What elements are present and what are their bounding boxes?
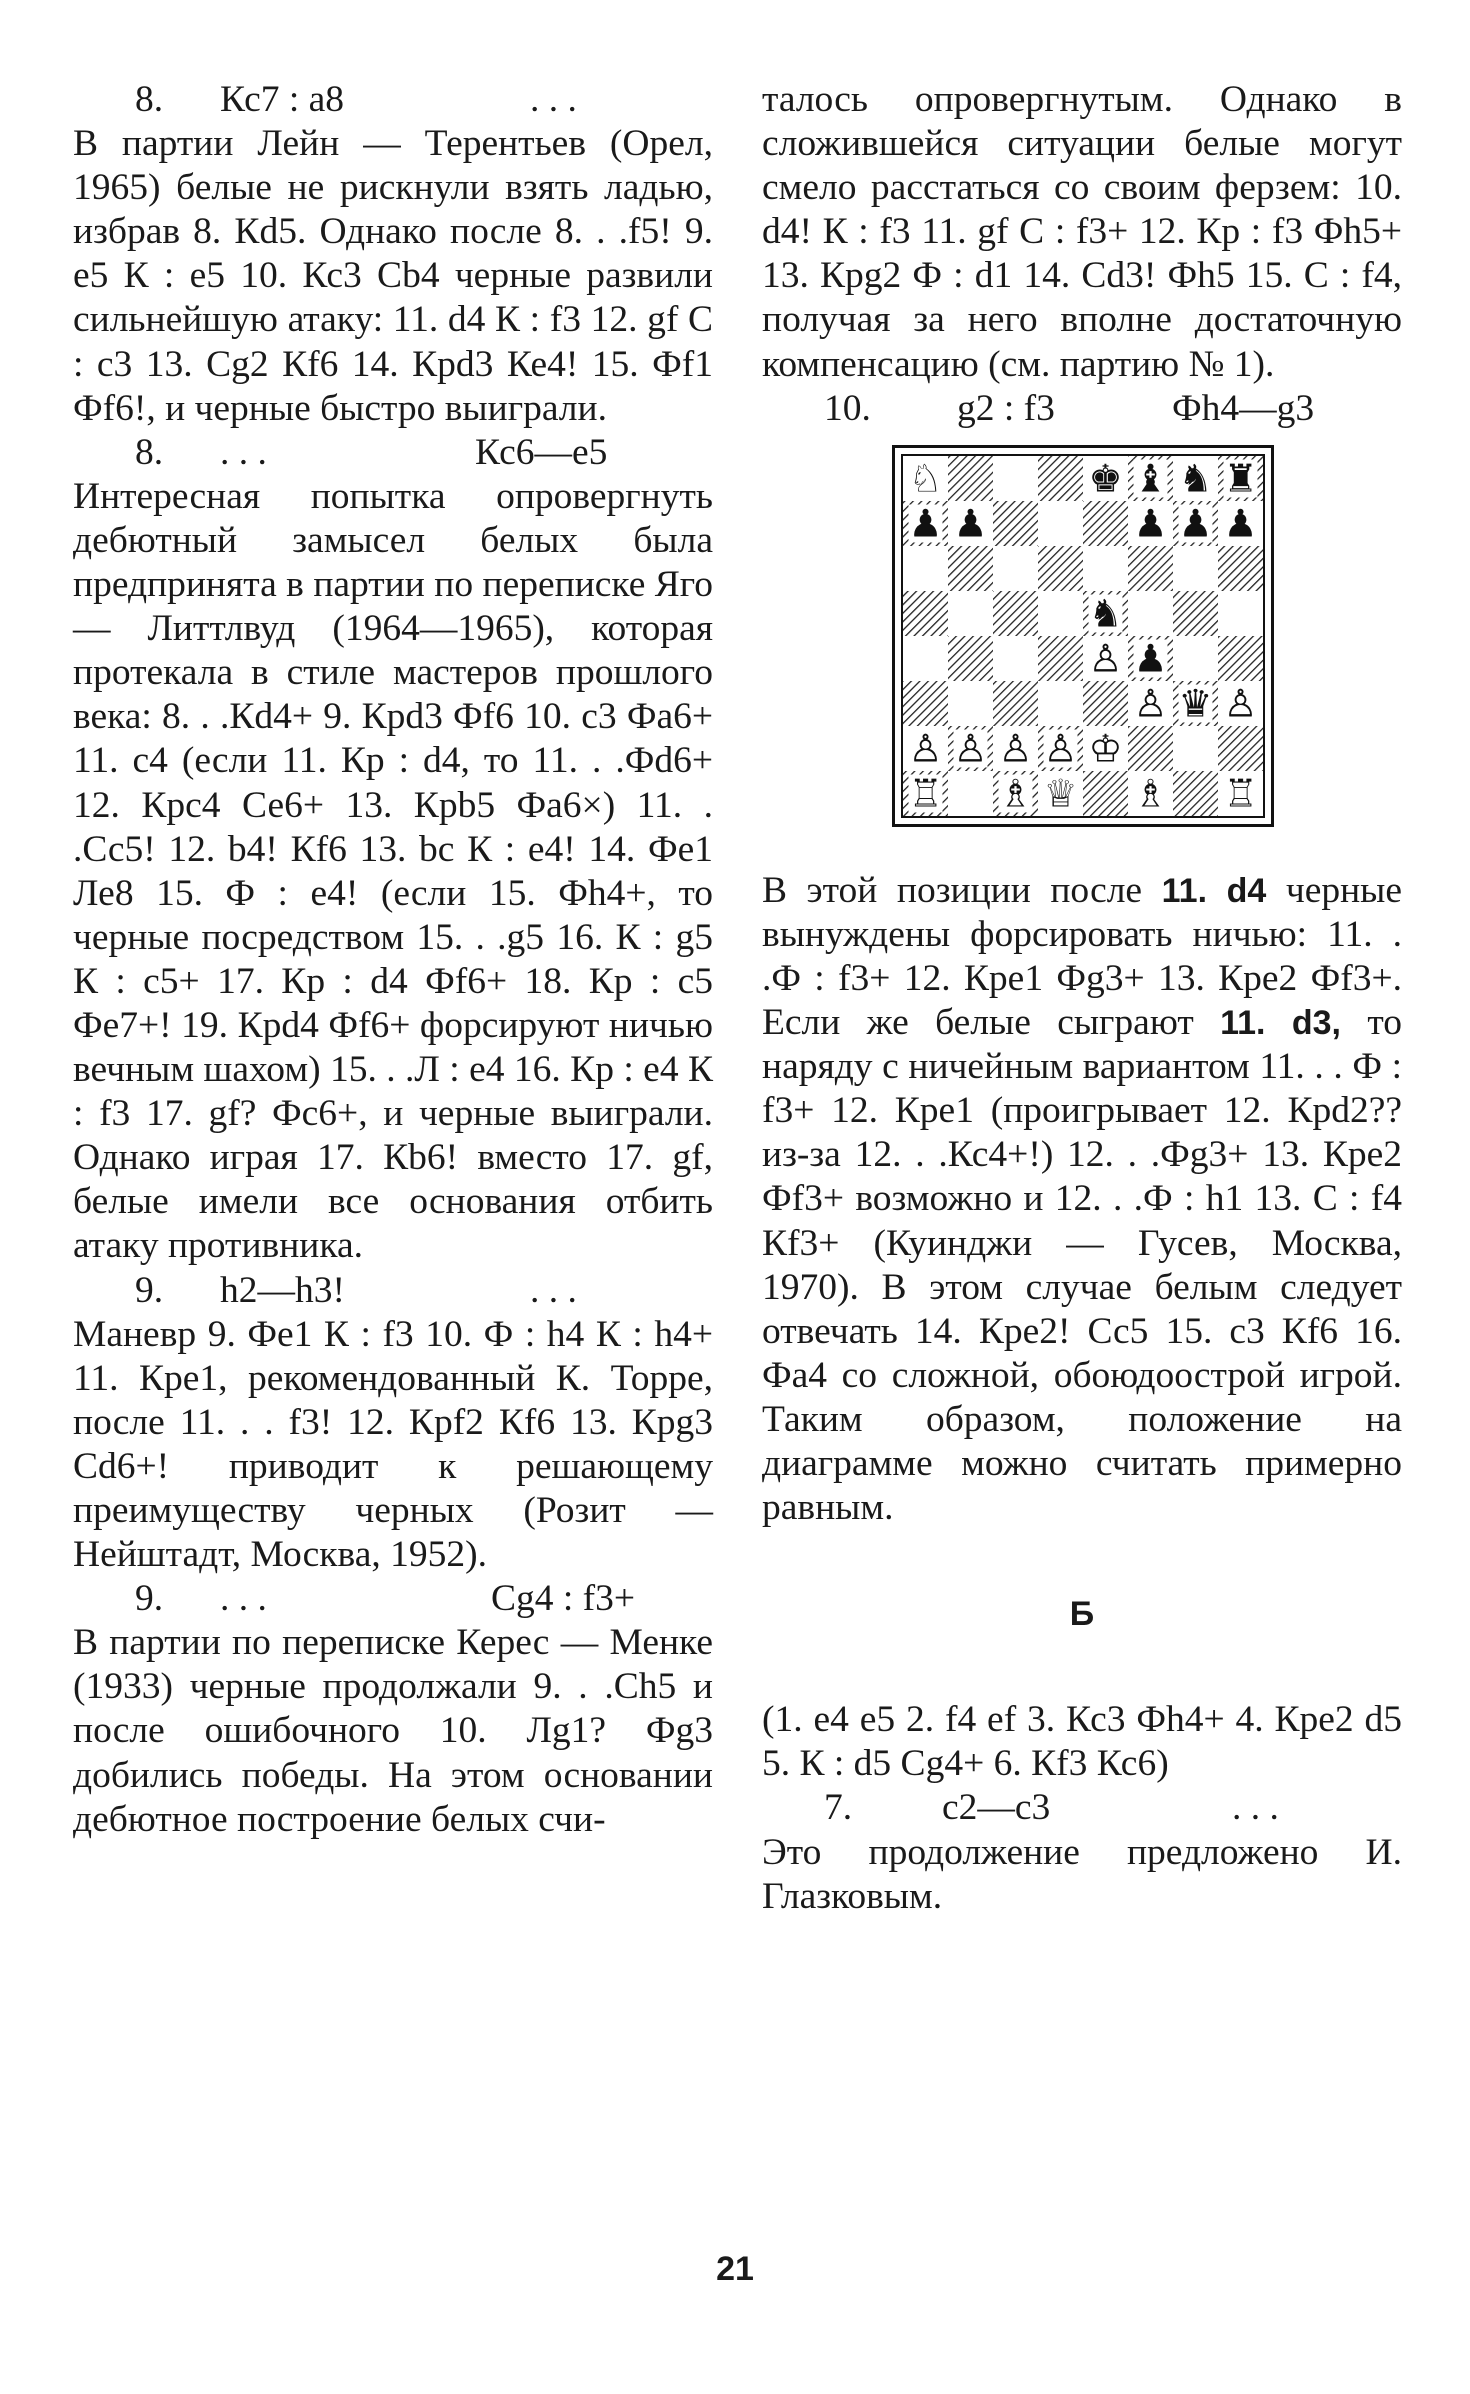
chess-piece-f4: ♟ <box>1133 636 1168 681</box>
light-square <box>903 636 948 681</box>
chess-piece-a8: ♘ <box>908 456 943 501</box>
move-number: 7. <box>824 1787 853 1829</box>
move-number: 9. <box>135 1578 164 1620</box>
white-move: Кс7 : а8 <box>220 79 345 120</box>
chess-diagram <box>892 445 1274 827</box>
chess-piece-f3: ♙ <box>1133 681 1168 726</box>
chess-piece-h7: ♟ <box>1223 501 1258 546</box>
page-number: 21 <box>716 2250 754 2288</box>
bold-move: 11. d4 <box>1161 871 1267 910</box>
light-square <box>948 591 993 636</box>
light-square <box>993 456 1038 501</box>
light-square <box>993 636 1038 681</box>
diagram-area <box>762 445 1402 855</box>
black-move: Кс6—е5 <box>475 431 608 473</box>
commentary-paragraph: Это продолжение предложено И. Глазковым. <box>762 1831 1402 1917</box>
light-square <box>1218 591 1263 636</box>
light-square <box>1038 591 1083 636</box>
commentary-paragraph: В партии по переписке Керес — Менке (1933) черные продолжали 9. . .Ch5 и после ошибочного 10. Лg1? Фg3 добились победы. На этом основании дебютное построение белых счи- <box>73 1622 713 1840</box>
dark-square <box>1128 726 1173 771</box>
commentary-paragraph: Интересная попытка опровергнуть дебютный замысел белых была предпринята в партии по переписке Яго — Литтлвуд (1964—1965), которая протекала в стиле мастеров прошлого века: 8. . .Кd4+ 9. Крd3 Фf6 10. с3 Фа6+ 11. с4 (если 11. Кр : d4, то 11. . .Фd6+ 12. Крс4 Се6+ 13. Крb5 Фа6×) 11. . .Сс5! 12. b4! Кf6 13. bc К : е4! 14. Фе1 Ле8 15. Ф : е4! (если 15. Фh4+, то черные посредством 15. . .g5 16. К : g5 К : с5+ 17. Кр : d4 Фf6+ 18. Кр : с5 Фе7+! 19. Крd4 Фf6+ форсируют ничью вечным шахом) 15. . .Л : е4 16. Кр : е4 К : f3 17. gf? Фс6+, и черные выиграли. Однако играя 17. Кb6! вместо 17. gf, белые имели все основания отбить атаку противника. <box>73 475 713 1267</box>
chess-piece-a2: ♙ <box>908 726 943 771</box>
chess-piece-g8: ♞ <box>1178 456 1213 501</box>
chess-piece-c1: ♗ <box>998 771 1033 816</box>
dark-square <box>1218 546 1263 591</box>
chess-piece-e5: ♞ <box>1088 591 1123 636</box>
chess-piece-d1: ♕ <box>1043 771 1078 816</box>
chess-piece-f7: ♟ <box>1133 501 1168 546</box>
white-move: g2 : f3 <box>957 387 1055 429</box>
light-square <box>903 546 948 591</box>
chess-piece-h1: ♖ <box>1223 771 1258 816</box>
white-move: . . . <box>220 431 267 473</box>
text-run: то наряду с ничейным вариантом 11. . . Ф : f3+ 12. Крe1 (проигрывает 12. Крd2?? из-за 12. . .Кс4+!) 12. . .Фg3+ 13. Крe2 Фf3+ возможно и 12. . .Ф : h1 13. С : f4 Кf3+ (Куинджи — Гусев, Москва, 1970). В этом случае белым следует отвечать 14. Крe2! Сс5 15. с3 Кf6 16. Фа4 со сложной, обоюдоострой игрой. Таким образом, положение на диаграмме можно считать примерно равным. <box>762 1002 1402 1529</box>
commentary-paragraph: В партии Лейн — Терентьев (Орел, 1965) белые не рискнули взять ладью, избрав 8. Кd5. Однако после 8. . .f5! 9. е5 К : е5 10. Кс3 Cb4 черные развили сильнейшую атаку: 11. d4 К : f3 12. gf С : с3 13. Cg2 Кf6 14. Крd3 Ке4! 15. Фf1 Фf6!, и черные быстро выиграли. <box>73 123 713 429</box>
chess-piece-b7: ♟ <box>953 501 988 546</box>
left-column <box>73 78 713 1842</box>
move-line <box>73 1269 713 1313</box>
chess-piece-d2: ♙ <box>1043 726 1078 771</box>
move-line <box>762 387 1402 431</box>
chess-piece-e4: ♙ <box>1088 636 1123 681</box>
dark-square <box>993 681 1038 726</box>
section-heading: Б <box>1069 1595 1095 1634</box>
light-square <box>1173 546 1218 591</box>
dark-square <box>1083 771 1128 816</box>
light-square <box>1128 591 1173 636</box>
commentary-paragraph: талось опровергнутым. Однако в сложившейся ситуации белые могут смело расстаться со своим ферзем: 10. d4! К : f3 11. gf С : f3+ 12. Кр : f3 Фh5+ 13. Крg2 Ф : d1 14. Cd3! Фh5 15. С : f4, получая за него вполне достаточную компенсацию (см. партию № 1). <box>762 79 1402 385</box>
white-move: с2—с3 <box>942 1787 1051 1829</box>
light-square <box>948 771 993 816</box>
move-line <box>73 431 713 475</box>
dark-square <box>1083 681 1128 726</box>
black-move: Cg4 : f3+ <box>491 1578 636 1620</box>
move-line <box>73 78 713 122</box>
black-move: . . . <box>1232 1787 1279 1829</box>
dark-square <box>903 681 948 726</box>
dark-square <box>1038 456 1083 501</box>
text-run: В этой позиции после <box>762 869 1162 911</box>
light-square <box>948 681 993 726</box>
move-number: 8. <box>135 431 164 473</box>
light-square <box>1173 636 1218 681</box>
move-line <box>73 1577 713 1621</box>
dark-square <box>1173 591 1218 636</box>
dark-square <box>1083 501 1128 546</box>
light-square <box>1173 726 1218 771</box>
light-square <box>1038 681 1083 726</box>
chess-piece-e2: ♔ <box>1088 726 1123 771</box>
white-move: h2—h3! <box>220 1269 345 1311</box>
chess-piece-h3: ♙ <box>1223 681 1258 726</box>
dark-square <box>1218 726 1263 771</box>
chess-piece-f8: ♝ <box>1133 456 1168 501</box>
light-square <box>1083 546 1128 591</box>
dark-square <box>1173 771 1218 816</box>
chess-piece-f1: ♗ <box>1133 771 1168 816</box>
black-move: . . . <box>530 79 577 120</box>
move-number: 9. <box>135 1269 164 1311</box>
dark-square <box>993 501 1038 546</box>
light-square <box>1038 501 1083 546</box>
commentary-paragraph: (1. е4 е5 2. f4 ef 3. Кс3 Фh4+ 4. Крe2 d5 5. К : d5 Cg4+ 6. Кf3 Кс6) <box>762 1699 1402 1785</box>
text-run: черные вынуждены форсировать ничью: 11. . .Ф : f3+ 12. Крe1 Фg3+ 13. Крe2 Фf3+. Если же белые сыграют <box>762 869 1402 1044</box>
chess-piece-e8: ♚ <box>1088 456 1123 501</box>
black-move: Фh4—g3 <box>1172 387 1315 429</box>
chess-piece-a7: ♟ <box>908 501 943 546</box>
white-move: . . . <box>220 1578 267 1620</box>
dark-square <box>1218 636 1263 681</box>
dark-square <box>1038 546 1083 591</box>
dark-square <box>948 546 993 591</box>
commentary-paragraph: Маневр 9. Фе1 К : f3 10. Ф : h4 К : h4+ 11. Крe1, рекомендованный К. Торре, после 11. . . f3! 12. Крf2 Кf6 13. Крg3 Cd6+! приводит к решающему преимуществу черных (Розит — Нейштадт, Москва, 1952). <box>73 1313 713 1576</box>
chess-piece-g3: ♛ <box>1178 681 1213 726</box>
bold-move: 11. d3, <box>1220 1004 1341 1043</box>
dark-square <box>1128 546 1173 591</box>
light-square <box>993 546 1038 591</box>
chess-piece-c2: ♙ <box>998 726 1033 771</box>
move-number: 10. <box>824 387 871 429</box>
dark-square <box>948 456 993 501</box>
chess-piece-h8: ♜ <box>1223 456 1258 501</box>
right-column <box>762 78 1402 1919</box>
chess-piece-a1: ♖ <box>908 771 943 816</box>
dark-square <box>948 636 993 681</box>
move-number: 8. <box>135 79 164 120</box>
dark-square <box>993 591 1038 636</box>
chess-piece-b2: ♙ <box>953 726 988 771</box>
black-move: . . . <box>530 1269 577 1311</box>
move-line <box>762 1786 1402 1830</box>
chess-piece-g7: ♟ <box>1178 501 1213 546</box>
dark-square <box>903 591 948 636</box>
commentary-paragraph <box>762 869 1402 1530</box>
dark-square <box>1038 636 1083 681</box>
